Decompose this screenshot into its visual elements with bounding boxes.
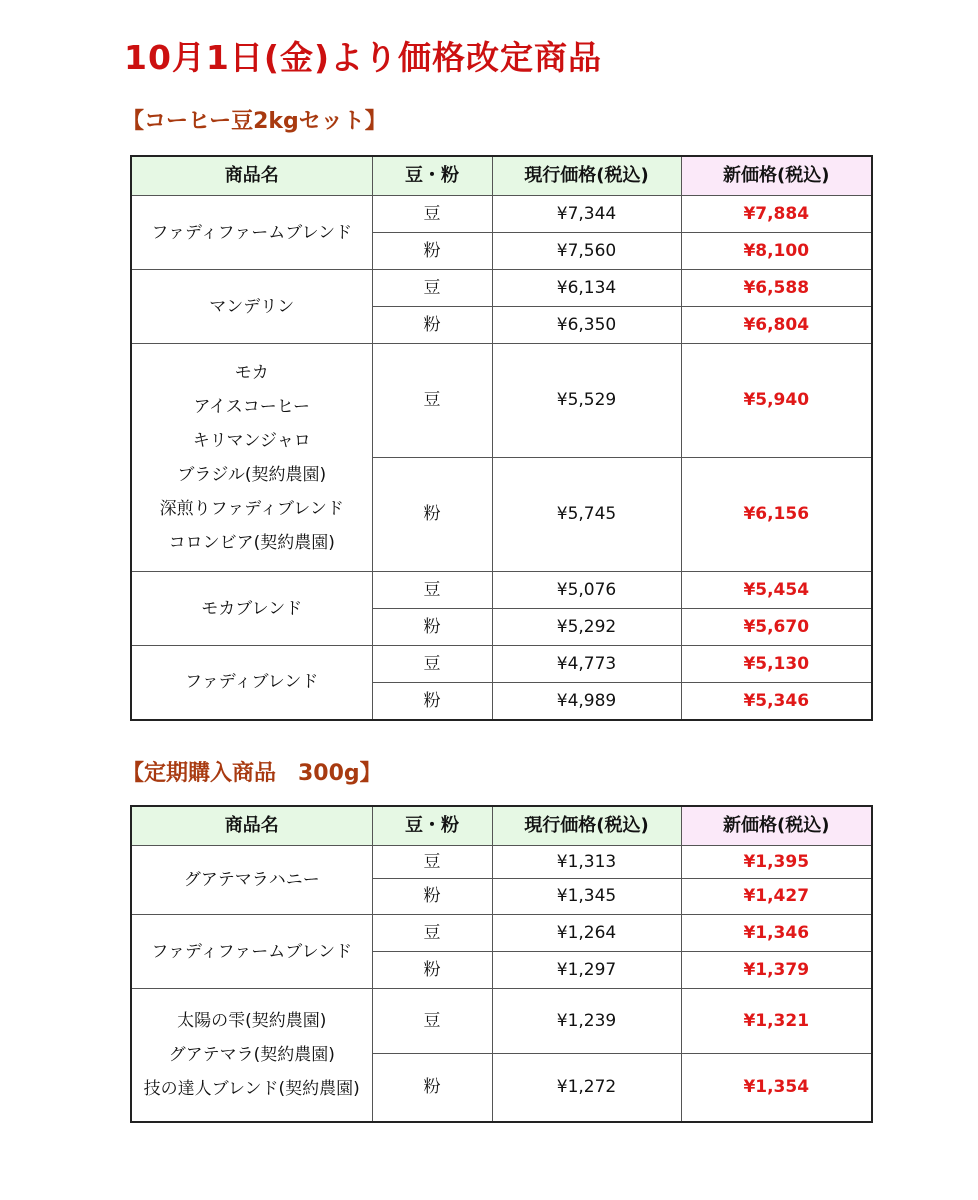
new-price-cell: ¥5,940 [681, 344, 872, 458]
table-row [131, 915, 872, 952]
current-price-cell: ¥4,989 [492, 683, 681, 720]
product-name: コロンビア(契約農園) [168, 532, 335, 553]
table-row [131, 196, 872, 233]
product-name: アイスコーヒー [193, 396, 311, 417]
new-price-cell: ¥5,670 [681, 609, 872, 646]
product-name: 技の達人ブレンド(契約農園) [143, 1078, 360, 1099]
table-row [131, 270, 872, 307]
bean-powder-cell: 豆 [372, 989, 492, 1054]
bean-powder-cell: 粉 [372, 1054, 492, 1122]
product-name: ブラジル(契約農園) [177, 464, 327, 485]
header-product-name: 商品名 [131, 156, 372, 196]
product-name: モカ [234, 362, 269, 383]
current-price-cell: ¥1,313 [492, 846, 681, 879]
bean-powder-cell: 粉 [372, 307, 492, 344]
bean-powder-cell: 豆 [372, 572, 492, 609]
product-name-cell [131, 915, 372, 989]
product-name: モカブレンド [201, 598, 303, 619]
current-price-cell: ¥1,297 [492, 952, 681, 989]
table-row [131, 572, 872, 609]
current-price-cell: ¥6,350 [492, 307, 681, 344]
current-price-cell: ¥4,773 [492, 646, 681, 683]
table-row [131, 846, 872, 879]
product-name-cell [131, 646, 372, 720]
bean-powder-cell: 豆 [372, 915, 492, 952]
product-name: マンデリン [209, 296, 295, 317]
header-row [131, 156, 872, 196]
table-body [131, 196, 872, 720]
current-price-cell: ¥7,344 [492, 196, 681, 233]
product-name-cell [131, 270, 372, 344]
section-heading-coffee-2kg: 【コーヒー豆2kgセット】 [122, 109, 387, 134]
current-price-cell: ¥5,529 [492, 344, 681, 458]
product-name-cell [131, 344, 372, 572]
page-title: 10月1日(金)より価格改定商品 [124, 38, 603, 77]
table-row [131, 344, 872, 458]
new-price-cell: ¥6,156 [681, 458, 872, 572]
bean-powder-cell: 豆 [372, 270, 492, 307]
table-row [131, 989, 872, 1054]
product-name-cell [131, 572, 372, 646]
current-price-cell: ¥5,292 [492, 609, 681, 646]
bean-powder-cell: 豆 [372, 846, 492, 879]
current-price-cell: ¥1,239 [492, 989, 681, 1054]
bean-powder-cell: 豆 [372, 196, 492, 233]
product-name: グアテマラ(契約農園) [168, 1044, 335, 1065]
product-name: グアテマラハニー [183, 870, 320, 890]
current-price-cell: ¥1,272 [492, 1054, 681, 1122]
new-price-cell: ¥6,804 [681, 307, 872, 344]
section-heading-subscription-300g: 【定期購入商品 300g】 [122, 761, 382, 786]
current-price-cell: ¥6,134 [492, 270, 681, 307]
product-name: ファディファームブレンド [151, 941, 353, 962]
current-price-cell: ¥7,560 [492, 233, 681, 270]
price-table-subscription-300g [130, 805, 873, 1123]
header-row [131, 806, 872, 846]
new-price-cell: ¥1,427 [681, 879, 872, 915]
header-product-name: 商品名 [131, 806, 372, 846]
product-name-cell [131, 196, 372, 270]
new-price-cell: ¥1,354 [681, 1054, 872, 1122]
new-price-cell: ¥6,588 [681, 270, 872, 307]
product-name: キリマンジャロ [192, 430, 311, 451]
current-price-cell: ¥5,076 [492, 572, 681, 609]
bean-powder-cell: 粉 [372, 233, 492, 270]
product-name: 深煎りファディブレンド [159, 498, 344, 519]
new-price-cell: ¥1,346 [681, 915, 872, 952]
header-bean-powder: 豆・粉 [372, 806, 492, 846]
bean-powder-cell: 粉 [372, 458, 492, 572]
bean-powder-cell: 粉 [372, 952, 492, 989]
header-new-price: 新価格(税込) [681, 156, 872, 196]
product-name: ファディブレンド [185, 672, 319, 693]
new-price-cell: ¥5,454 [681, 572, 872, 609]
new-price-cell: ¥7,884 [681, 196, 872, 233]
product-name: 太陽の雫(契約農園) [177, 1010, 327, 1031]
bean-powder-cell: 粉 [372, 879, 492, 915]
bean-powder-cell: 粉 [372, 609, 492, 646]
new-price-cell: ¥8,100 [681, 233, 872, 270]
header-current-price: 現行価格(税込) [492, 156, 681, 196]
bean-powder-cell: 粉 [372, 683, 492, 720]
new-price-cell: ¥5,130 [681, 646, 872, 683]
current-price-cell: ¥1,345 [492, 879, 681, 915]
new-price-cell: ¥1,321 [681, 989, 872, 1054]
header-bean-powder: 豆・粉 [372, 156, 492, 196]
current-price-cell: ¥5,745 [492, 458, 681, 572]
header-current-price: 現行価格(税込) [492, 806, 681, 846]
product-name-cell [131, 989, 372, 1122]
header-new-price: 新価格(税込) [681, 806, 872, 846]
table-body [131, 846, 872, 1122]
new-price-cell: ¥5,346 [681, 683, 872, 720]
bean-powder-cell: 豆 [372, 344, 492, 458]
table-row [131, 646, 872, 683]
new-price-cell: ¥1,395 [681, 846, 872, 879]
price-table-coffee-2kg [130, 155, 873, 721]
current-price-cell: ¥1,264 [492, 915, 681, 952]
product-name: ファディファームブレンド [151, 222, 353, 243]
bean-powder-cell: 豆 [372, 646, 492, 683]
new-price-cell: ¥1,379 [681, 952, 872, 989]
product-name-cell [131, 846, 372, 915]
